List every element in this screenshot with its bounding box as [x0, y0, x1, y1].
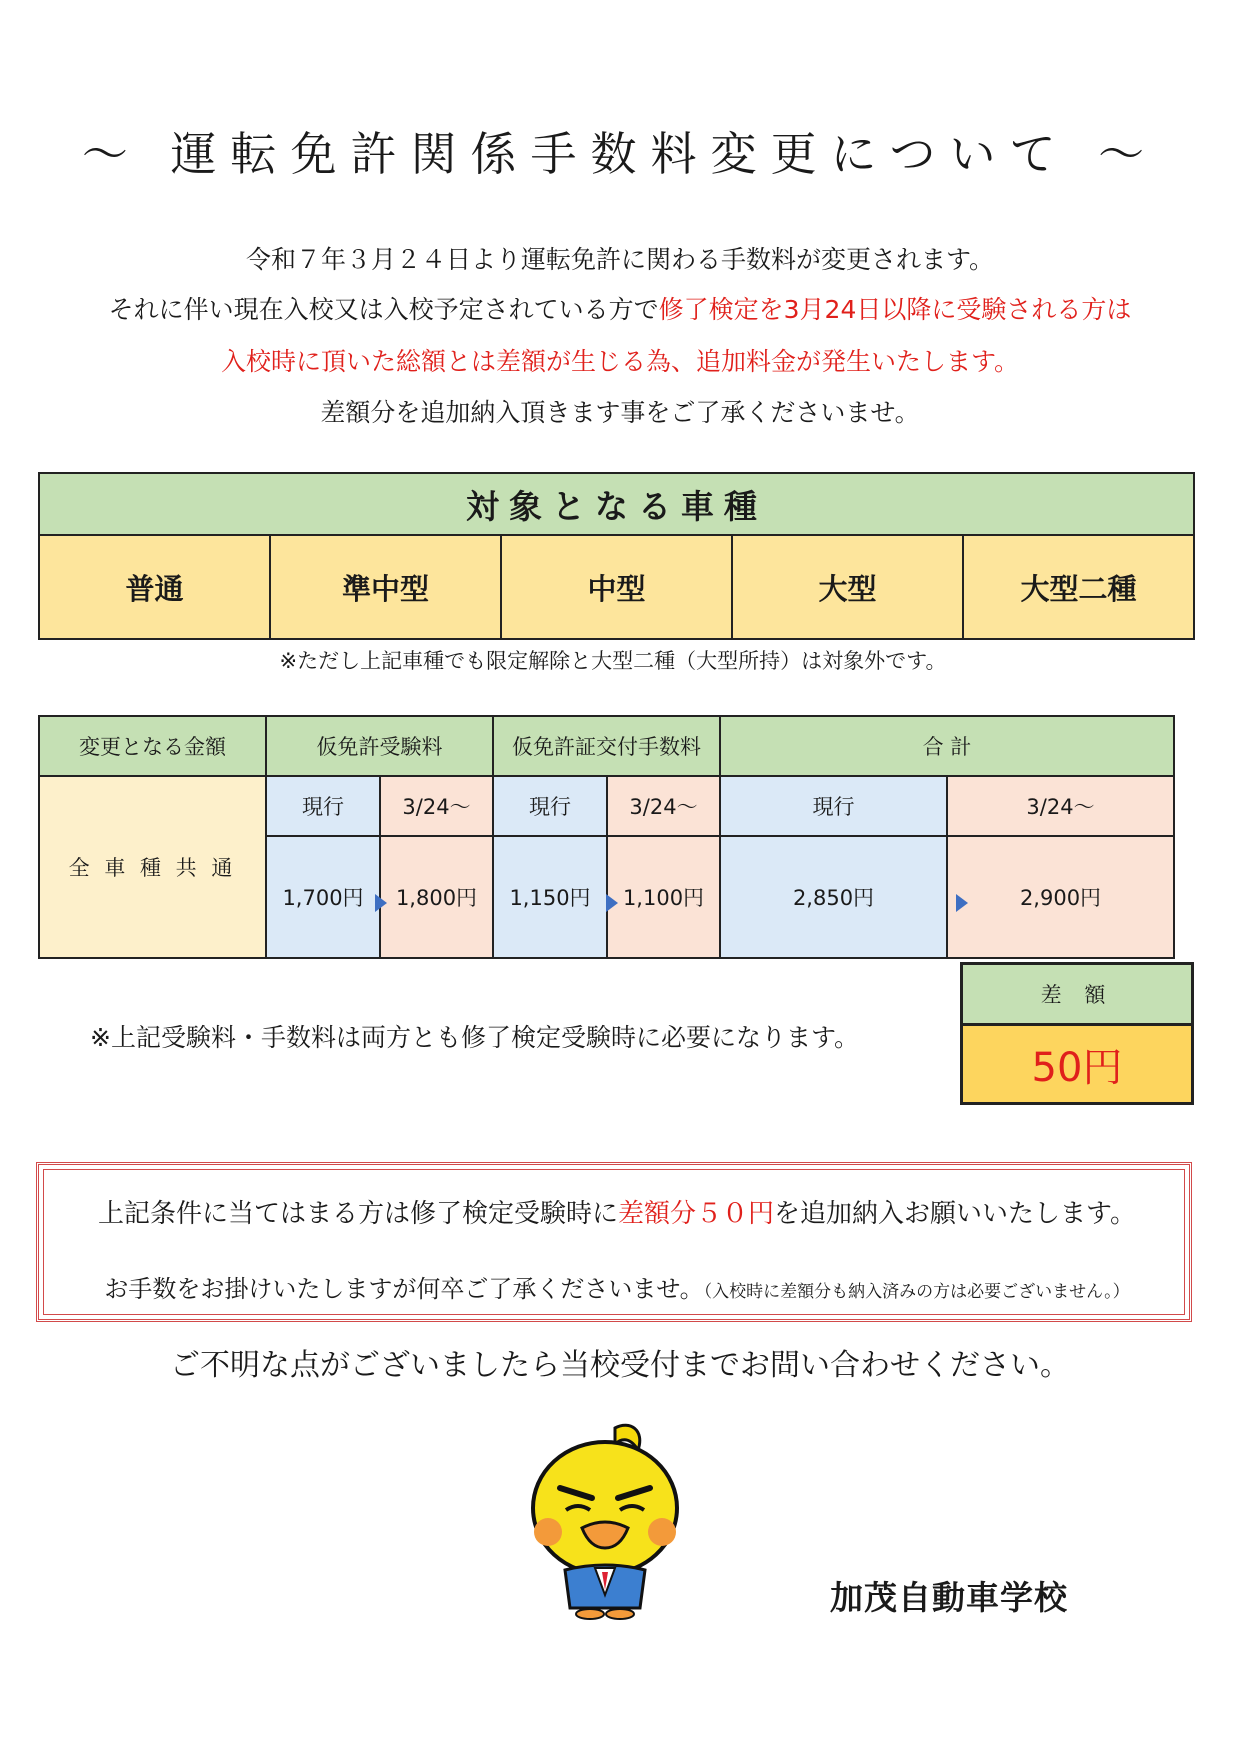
- total-new-fee: 2,900円: [947, 836, 1174, 958]
- fee-table: [38, 715, 1175, 959]
- notice-line-1-highlight: 差額分５０円: [618, 1199, 775, 1229]
- intro-line-4: 差額分を追加納入頂きます事をご了承くださいませ。: [320, 398, 920, 427]
- notice-line-1-pre: 上記条件に当てはまる方は修了検定受験時に: [98, 1199, 619, 1229]
- exam-current-fee: 1,700円: [266, 836, 380, 958]
- notice-box: [36, 1162, 1192, 1322]
- current-label: 現行: [720, 776, 947, 836]
- exam-new-fee: 1,800円: [380, 836, 493, 958]
- notice-line-1-post: を追加納入お願いいたします。: [774, 1199, 1136, 1229]
- vehicle-table-header: 対象となる車種: [39, 473, 1194, 535]
- notice-line-2-text: お手数をお掛けいたしますが何卒ご了承くださいませ。: [104, 1275, 704, 1303]
- intro-line-2-text: それに伴い現在入校又は入校予定されている方で: [108, 295, 659, 324]
- fee-note: ※上記受験料・手数料は両方とも修了検定受験時に必要になります。: [90, 1023, 859, 1052]
- arrow-right-icon: [606, 892, 618, 912]
- fee-header-total: 合 計: [720, 716, 1174, 776]
- new-label: 3/24～: [947, 776, 1174, 836]
- vehicle-type-cell: 中型: [501, 535, 732, 639]
- fee-row-label: 全 車 種 共 通: [39, 776, 266, 958]
- vehicle-type-cell: 大型: [732, 535, 963, 639]
- school-name: 加茂自動車学校: [830, 1578, 1068, 1617]
- current-label: 現行: [493, 776, 607, 836]
- issue-current-fee: 1,150円: [493, 836, 607, 958]
- fee-header-exam: 仮免許受験料: [266, 716, 493, 776]
- vehicle-type-cell: 準中型: [270, 535, 501, 639]
- notice-line-2: [39, 1269, 1195, 1304]
- difference-label: 差 額: [962, 964, 1193, 1025]
- vehicle-type-cell: 大型二種: [963, 535, 1194, 639]
- total-current-fee: 2,850円: [720, 836, 947, 958]
- contact-text: ご不明な点がございましたら当校受付までお問い合わせください。: [170, 1348, 1070, 1383]
- intro-line-1: 令和７年３月２４日より運転免許に関わる手数料が変更されます。: [245, 245, 994, 274]
- arrow-right-icon: [956, 892, 968, 912]
- notice-line-2-small: （入校時に差額分も納入済みの方は必要ございません。）: [703, 1282, 1130, 1302]
- current-label: 現行: [266, 776, 380, 836]
- issue-new-fee: 1,100円: [607, 836, 720, 958]
- intro-line-2-highlight: 修了検定を3月24日以降に受験される方は: [658, 295, 1132, 324]
- difference-value: 50円: [962, 1025, 1193, 1104]
- arrow-right-icon: [375, 892, 387, 912]
- fee-header-change: 変更となる金額: [39, 716, 266, 776]
- new-label: 3/24～: [607, 776, 720, 836]
- new-label: 3/24～: [380, 776, 493, 836]
- page-title: ～ 運転免許関係手数料変更について ～: [81, 127, 1159, 181]
- vehicle-type-cell: 普通: [39, 535, 270, 639]
- vehicle-table: [38, 472, 1195, 640]
- notice-line-1: [39, 1193, 1195, 1230]
- fee-header-issue: 仮免許証交付手数料: [493, 716, 720, 776]
- duck-mascot-icon: [520, 1420, 690, 1624]
- vehicle-note: ※ただし上記車種でも限定解除と大型二種（大型所持）は対象外です。: [279, 649, 947, 673]
- intro-line-2: [0, 290, 1240, 326]
- intro-line-3: 入校時に頂いた総額とは差額が生じる為、追加料金が発生いたします。: [220, 347, 1019, 376]
- difference-box: [960, 962, 1194, 1105]
